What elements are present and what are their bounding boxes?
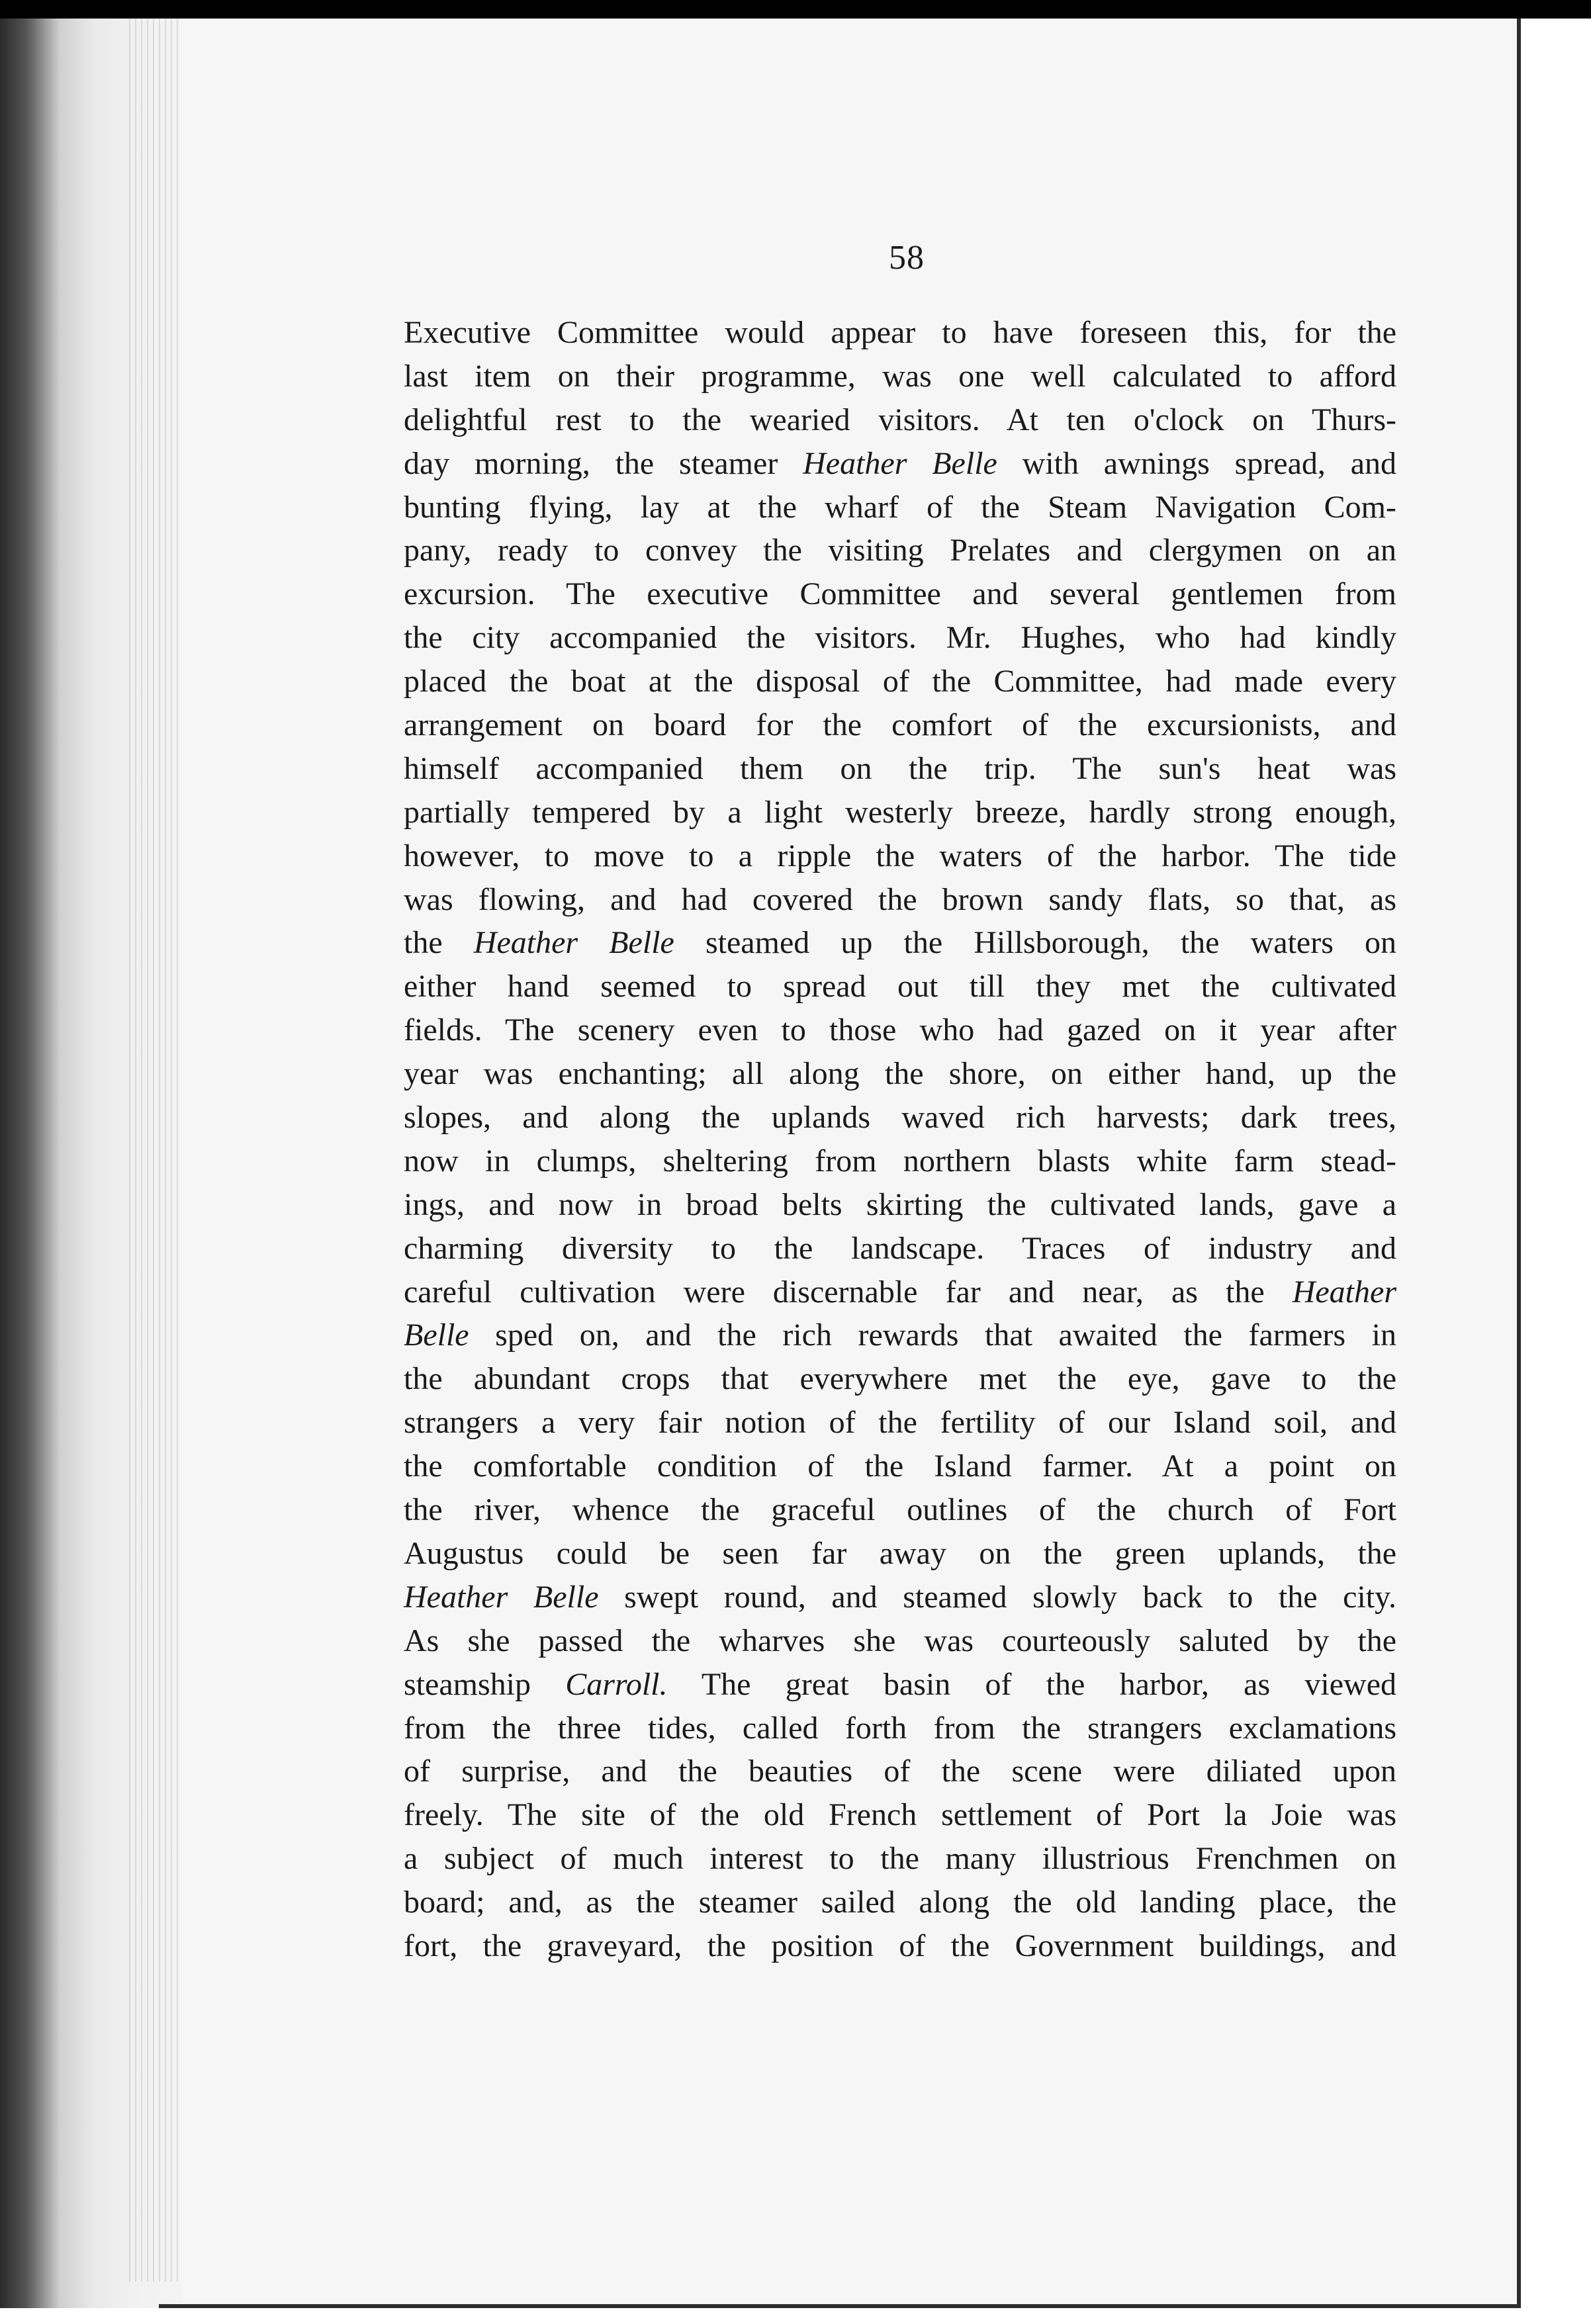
text-run: steamed up the Hillsborough, the waters on — [674, 925, 1397, 961]
text-line — [404, 1183, 1396, 1227]
text-run: careful cultivation were discernable far and near, as the — [404, 1274, 1293, 1310]
text-line — [404, 1837, 1396, 1881]
text-line — [404, 921, 1396, 965]
text-line — [404, 1707, 1396, 1750]
text-line — [404, 572, 1396, 616]
text-line — [404, 616, 1396, 660]
text-run: however, to move to a ripple the waters of the harbor. The tide — [404, 838, 1396, 873]
text-run: Augustus could be seen far away on the green uplands, the — [404, 1535, 1396, 1571]
italic-name: Heather Belle — [803, 445, 997, 481]
text-line — [404, 1008, 1396, 1052]
text-line — [404, 747, 1396, 791]
text-run: bunting flying, lay at the wharf of the Steam Navigation Com- — [404, 489, 1396, 525]
italic-name: Belle — [404, 1318, 469, 1353]
text-run: the abundant crops that everywhere met the eye, gave to the — [404, 1361, 1396, 1397]
text-line — [404, 1357, 1396, 1401]
text-run: last item on their programme, was one well calculated to afford — [404, 358, 1396, 394]
text-run: fort, the graveyard, the position of the Government buildings, and — [404, 1928, 1396, 1963]
text-run: was flowing, and had covered the brown sandy flats, so that, as — [404, 881, 1396, 917]
text-line — [404, 1881, 1396, 1924]
text-run: charming diversity to the landscape. Traces of industry and — [404, 1230, 1396, 1266]
italic-name: Heather Belle — [404, 1579, 599, 1615]
text-run: arrangement on board for the comfort of the excursionists, and — [404, 707, 1396, 743]
text-run: excursion. The executive Committee and several gentlemen from — [404, 576, 1396, 612]
text-run: freely. The site of the old French settlement of Port la Joie was — [404, 1797, 1396, 1833]
text-line — [404, 442, 1396, 486]
text-run: placed the boat at the disposal of the Committee, had made every — [404, 664, 1396, 699]
text-run: steamship — [404, 1666, 566, 1702]
text-run: now in clumps, sheltering from northern blasts white farm stead- — [404, 1143, 1396, 1179]
text-run: year was enchanting; all along the shore, on either hand, up the — [404, 1056, 1396, 1092]
text-line — [404, 1532, 1396, 1576]
scan-right-margin — [1521, 19, 1591, 2324]
text-run: the river, whence the graceful outlines of the church of Fort — [404, 1492, 1396, 1528]
text-line — [404, 1227, 1396, 1271]
text-line — [404, 1750, 1396, 1793]
text-run: slopes, and along the uplands waved rich harvests; dark trees, — [404, 1100, 1396, 1136]
text-line — [404, 529, 1396, 572]
text-line — [404, 1793, 1396, 1837]
text-line — [404, 878, 1396, 922]
text-run: delightful rest to the wearied visitors. At ten o'clock on Thurs- — [404, 402, 1396, 437]
text-run: the comfortable condition of the Island farmer. At a point on — [404, 1449, 1396, 1484]
text-line — [404, 660, 1396, 703]
text-run: swept round, and steamed slowly back to the city. — [598, 1579, 1397, 1615]
text-line — [404, 1488, 1396, 1532]
text-line — [404, 1576, 1396, 1619]
text-run: himself accompanied them on the trip. The sun's heat was — [404, 750, 1396, 786]
italic-name: Heather — [1292, 1274, 1396, 1310]
text-run: a subject of much interest to the many illustrious Frenchmen on — [404, 1841, 1396, 1877]
text-run: pany, ready to convey the visiting Prelates and clergymen on an — [404, 533, 1396, 568]
scan-bottom-margin — [0, 2308, 1521, 2324]
text-run: fields. The scenery even to those who had gazed on it year after — [404, 1012, 1396, 1048]
text-line — [404, 355, 1396, 398]
text-run: Executive Committee would appear to have foreseen this, for the — [404, 315, 1396, 350]
text-run: sped on, and the rich rewards that awaited the farmers in — [469, 1318, 1396, 1353]
text-run: The great basin of the harbor, as viewed — [667, 1666, 1396, 1702]
text-run: ings, and now in broad belts skirting the cultivated lands, gave a — [404, 1186, 1396, 1222]
text-line — [404, 1271, 1396, 1314]
body-text — [404, 311, 1396, 1968]
page-number: 58 — [889, 239, 925, 277]
text-line — [404, 1314, 1396, 1357]
text-line — [404, 834, 1396, 878]
text-line — [404, 791, 1396, 834]
text-run: of surprise, and the beauties of the scene were diliated upon — [404, 1754, 1396, 1789]
text-line — [404, 1140, 1396, 1183]
text-line — [404, 1096, 1396, 1140]
text-line — [404, 965, 1396, 1008]
text-line — [404, 1619, 1396, 1663]
text-run: the city accompanied the visitors. Mr. Hughes, who had kindly — [404, 620, 1396, 656]
text-run: As she passed the wharves she was courteously saluted by the — [404, 1623, 1396, 1658]
scan-top-border — [0, 0, 1591, 19]
text-run: strangers a very fair notion of the fertility of our Island soil, and — [404, 1405, 1396, 1441]
text-run: either hand seemed to spread out till they met the cultivated — [404, 969, 1396, 1005]
text-run: the — [404, 925, 474, 961]
text-line — [404, 1401, 1396, 1445]
text-line — [404, 1924, 1396, 1968]
text-run: from the three tides, called forth from the strangers exclamations — [404, 1710, 1396, 1746]
text-line — [404, 1445, 1396, 1488]
text-run: partially tempered by a light westerly breeze, hardly strong enough, — [404, 794, 1396, 830]
text-line — [404, 703, 1396, 747]
text-run: board; and, as the steamer sailed along the old landing place, the — [404, 1885, 1396, 1920]
text-run: day morning, the steamer — [404, 445, 803, 481]
text-run: with awnings spread, and — [997, 445, 1397, 481]
italic-name: Carroll. — [565, 1666, 668, 1702]
italic-name: Heather Belle — [473, 925, 674, 961]
text-line — [404, 1663, 1396, 1707]
page-stack-edge — [129, 19, 182, 2282]
text-line — [404, 1052, 1396, 1096]
text-line — [404, 311, 1396, 355]
text-line — [404, 486, 1396, 529]
text-line — [404, 398, 1396, 442]
